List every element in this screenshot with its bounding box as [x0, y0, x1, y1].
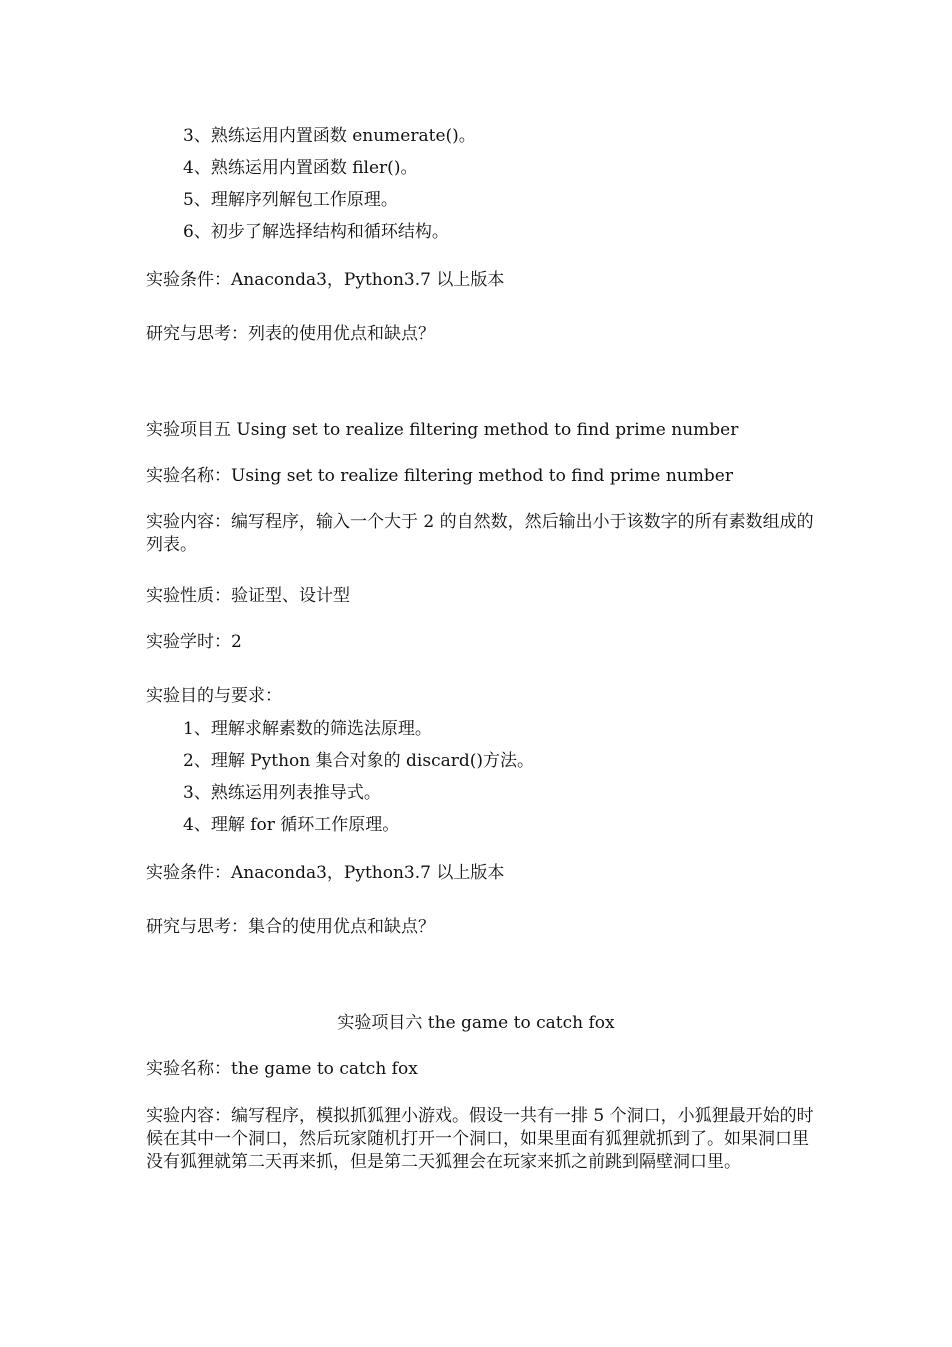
section5-goal-item: 2、理解 Python 集合对象的 discard()方法。 [183, 751, 535, 771]
section5-thinking: 研究与思考：集合的使用优点和缺点？ [146, 917, 435, 937]
section5-heading: 实验项目五 Using set to realize filtering method to find prime number [146, 420, 739, 440]
list-item-enumerate: 3、熟练运用内置函数 enumerate()。 [183, 126, 476, 146]
list-item-filer: 4、熟练运用内置函数 filer()。 [183, 158, 418, 178]
section6-heading: 实验项目六 the game to catch fox [337, 1013, 615, 1033]
section5-hours: 实验学时：2 [146, 632, 242, 652]
section5-nature: 实验性质：验证型、设计型 [146, 586, 350, 606]
section5-goal-item: 4、理解 for 循环工作原理。 [183, 815, 400, 835]
section4-conditions: 实验条件：Anaconda3，Python3.7 以上版本 [146, 270, 505, 290]
section5-conditions: 实验条件：Anaconda3，Python3.7 以上版本 [146, 863, 505, 883]
section5-content: 实验内容：编写程序，输入一个大于 2 的自然数，然后输出小于该数字的所有素数组成的列表。 [146, 512, 814, 555]
list-item-control-structures: 6、初步了解选择结构和循环结构。 [183, 222, 449, 242]
section6-name: 实验名称：the game to catch fox [146, 1059, 418, 1079]
list-item-unpacking: 5、理解序列解包工作原理。 [183, 190, 398, 210]
section6-content: 实验内容：编写程序，模拟抓狐狸小游戏。假设一共有一排 5 个洞口，小狐狸最开始的时候在其中一个洞口，然后玩家随机打开一个洞口，如果里面有狐狸就抓到了。如果洞口里没有狐狸就第二天再来抓，但是第二天狐狸会在玩家来抓之前跳到隔壁洞口里。 [146, 1106, 814, 1172]
section5-goal-item: 3、熟练运用列表推导式。 [183, 783, 381, 803]
section5-goal-item: 1、理解求解素数的筛选法原理。 [183, 719, 432, 739]
section5-goals-title: 实验目的与要求： [146, 686, 282, 706]
section5-name: 实验名称：Using set to realize filtering method to find prime number [146, 466, 733, 486]
section4-thinking: 研究与思考：列表的使用优点和缺点？ [146, 324, 435, 344]
